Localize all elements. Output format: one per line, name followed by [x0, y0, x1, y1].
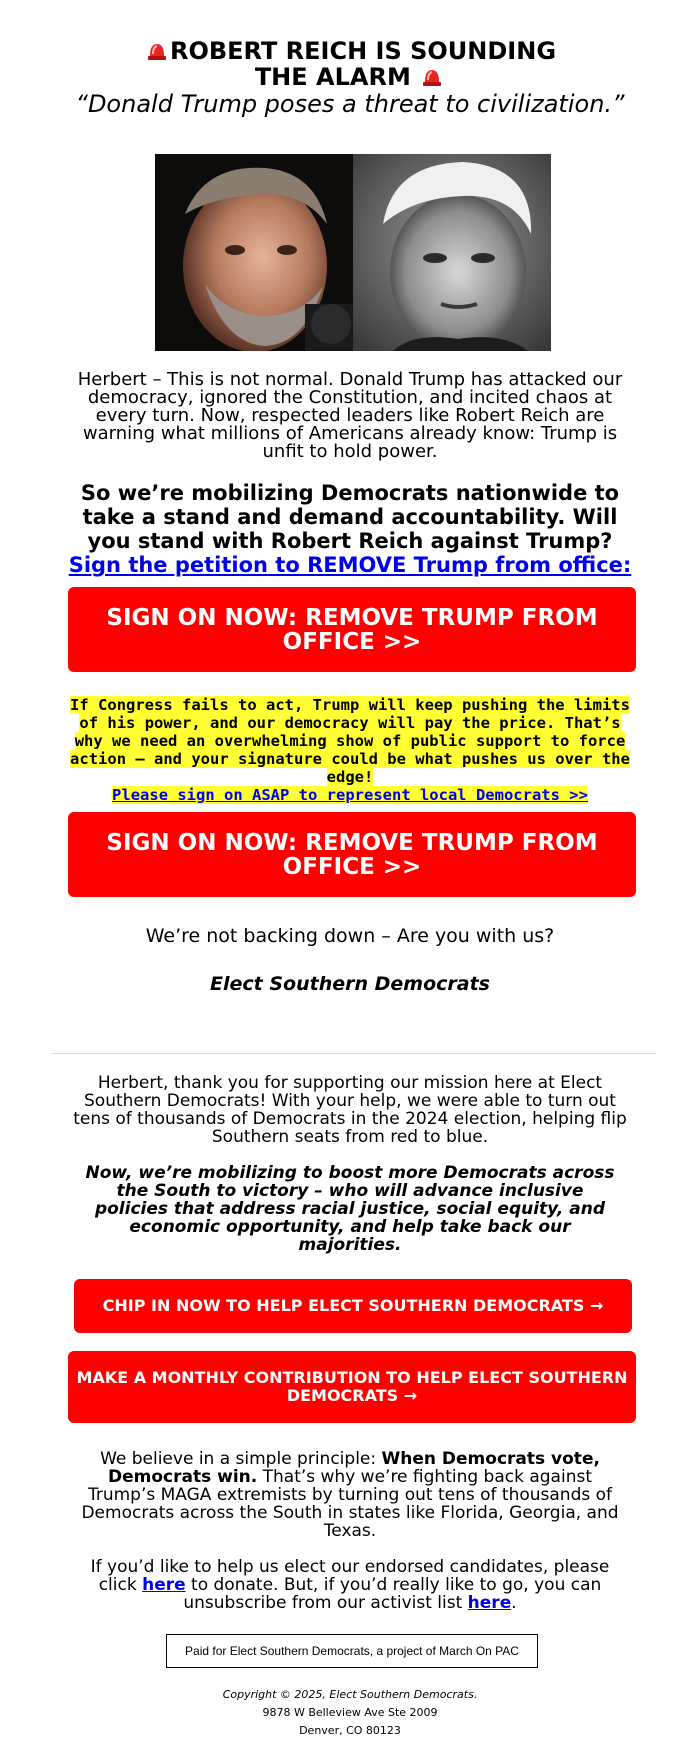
intro-paragraph: Herbert – This is not normal. Donald Trump has attacked our democracy, ignored the Constitution, and incited chaos at every turn. Now, respected leaders like Robert Reich are warning what millions of Americans already know: Trump is unfit to hold power. [77, 369, 623, 462]
sign-petition-link[interactable]: Sign the petition to REMOVE Trump from office: [68, 553, 632, 577]
paid-for-box: Paid for Elect Southern Democrats, a project of March On PAC [166, 1634, 538, 1668]
address-line-1: 9878 W Belleview Ave Ste 2009 [262, 1706, 438, 1719]
headline-text-1: ROBERT REICH IS SOUNDING [169, 37, 557, 65]
donate-mid: to donate. But, if you’d really like to go, you can unsubscribe from our activist list [183, 1575, 602, 1613]
headline-text-2: THE ALARM [254, 63, 411, 91]
copyright: Copyright © 2025, Elect Southern Democrats. [222, 1688, 478, 1701]
copyright-block [0, 1686, 700, 1740]
donate-pre: If you’d like to help us elect our endorsed candidates, please click [90, 1557, 610, 1595]
call-text: So we’re mobilizing Democrats nationwide to take a stand and demand accountability. Will you stand with Robert Reich against Trump? [80, 481, 620, 553]
siren-icon [421, 66, 443, 86]
headline-line-1 [0, 38, 700, 64]
principle-pre: We believe in a simple principle: [100, 1449, 382, 1469]
principle-paragraph [0, 1450, 700, 1540]
principle-post: That’s why we’re fighting back against Trump’s MAGA extremists by turning out tens of thousands of Democrats across the South in states like Florida, Georgia, and Texas. [81, 1467, 619, 1541]
sign-now-button-2[interactable]: SIGN ON NOW: REMOVE TRUMP FROM OFFICE >> [68, 812, 636, 897]
divider [52, 1053, 656, 1054]
mission-paragraph: Now, we’re mobilizing to boost more Democrats across the South to victory – who will advance inclusive policies that address racial justice, social equity, and economic opportunity, and help take back our majorities. [85, 1163, 615, 1255]
highlight-text: If Congress fails to act, Trump will keep pushing the limits of his power, and our democracy will pay the price. That’s why we need an overwhelming show of public support to force action – and your signature could be what pushes us over the edge! [70, 696, 630, 786]
monthly-contribution-button[interactable]: MAKE A MONTHLY CONTRIBUTION TO HELP ELECT SOUTHERN DEMOCRATS → [68, 1351, 636, 1423]
trump-photo [353, 154, 551, 351]
donate-paragraph [0, 1558, 700, 1612]
call-to-action [0, 481, 700, 577]
unsubscribe-link[interactable]: here [467, 1593, 512, 1613]
hero-image [155, 154, 551, 351]
headline-line-2 [0, 64, 700, 90]
sign-now-button-1[interactable]: SIGN ON NOW: REMOVE TRUMP FROM OFFICE >> [68, 587, 636, 672]
address-line-2: Denver, CO 80123 [299, 1724, 401, 1737]
donate-link[interactable]: here [142, 1575, 186, 1595]
thanks-paragraph: Herbert, thank you for supporting our mission here at Elect Southern Democrats! With your help, we were able to turn out tens of thousands of Democrats in the 2024 election, helping flip Southern seats from red to blue. [73, 1073, 627, 1147]
principle-bold: When Democrats vote, Democrats win. [107, 1449, 600, 1487]
email-body [0, 38, 700, 1740]
chip-in-button[interactable]: CHIP IN NOW TO HELP ELECT SOUTHERN DEMOCRATS → [74, 1279, 632, 1333]
highlight-paragraph [0, 696, 700, 804]
quote: “Donald Trump poses a threat to civilization.” [75, 90, 625, 118]
headline [0, 38, 700, 90]
closing-question: We’re not backing down – Are you with us? [145, 925, 555, 947]
reich-photo [155, 154, 353, 351]
sign-asap-link[interactable]: Please sign on ASAP to represent local Democrats >> [112, 786, 588, 804]
siren-icon [146, 40, 168, 60]
signature: Elect Southern Democrats [210, 973, 490, 995]
donate-post: . [511, 1593, 517, 1613]
